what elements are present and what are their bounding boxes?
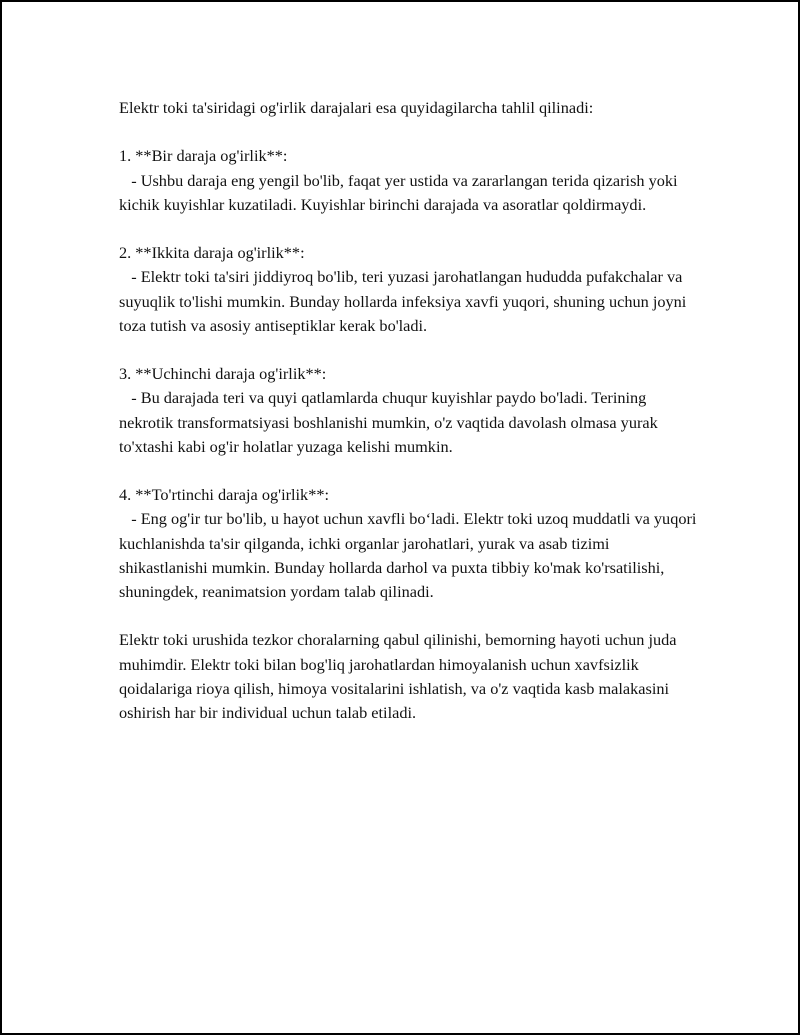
item-1-heading: 1. **Bir daraja og'irlik**: — [119, 146, 288, 166]
item-3-body: - Bu darajada teri va quyi qatlamlarda chuqur kuyishlar paydo bo'ladi. Terining nekrotik transformatsiyasi boshlanishi mumkin, o'z vaqtida davolash olmasa yurak to'xtashi kabi og'ir holatlar yuzaga kelishi mumkin. — [119, 388, 662, 456]
document-body — [119, 96, 699, 725]
paragraph-gap — [119, 459, 699, 483]
paragraph-gap — [119, 604, 699, 628]
intro-paragraph: Elektr toki ta'siridagi og'irlik darajalari esa quyidagilarcha tahlil qilinadi: — [119, 98, 594, 117]
paragraph-gap — [119, 338, 699, 362]
item-4-heading: 4. **To'rtinchi daraja og'irlik**: — [119, 485, 330, 505]
item-4-body: - Eng og'ir tur bo'lib, u hayot uchun xavfli bo‘ladi. Elektr toki uzoq muddatli va yuqori kuchlanishda ta'sir qilganda, ichki organlar jarohatlari, yurak va asab tizimi shikastlanishi mumkin. Bunday hollarda darhol va puxta tibbiy ko'mak ko'rsatilishi, shuningdek, reanimatsion yordam talab qilinadi. — [119, 509, 701, 601]
paragraph-gap — [119, 217, 699, 241]
conclusion-paragraph: Elektr toki urushida tezkor choralarning qabul qilinishi, bemorning hayoti uchun juda muhimdir. Elektr toki bilan bog'liq jarohatlardan himoyalanish uchun xavfsizlik qoidalariga rioya qilish, himoya vositalarini ishlatish, va o'z vaqtida kasb malakasini oshirish har bir individual uchun talab etiladi. — [119, 630, 677, 722]
item-3-heading: 3. **Uchinchi daraja og'irlik**: — [119, 364, 327, 384]
item-2-body: - Elektr toki ta'siri jiddiyroq bo'lib, teri yuzasi jarohatlangan hududda pufakchalar va suyuqlik to'lishi mumkin. Bunday hollarda infeksiya xavfi yuqori, shuning uchun joyni toza tutish va asosiy antiseptiklar kerak bo'ladi. — [119, 267, 691, 335]
paragraph-gap — [119, 120, 699, 144]
item-1-body: - Ushbu daraja eng yengil bo'lib, faqat yer ustida va zararlangan terida qizarish yoki kichik kuyishlar kuzatiladi. Kuyishlar birinchi darajada va asoratlar qoldirmaydi. — [119, 170, 682, 214]
item-2-heading: 2. **Ikkita daraja og'irlik**: — [119, 243, 305, 263]
